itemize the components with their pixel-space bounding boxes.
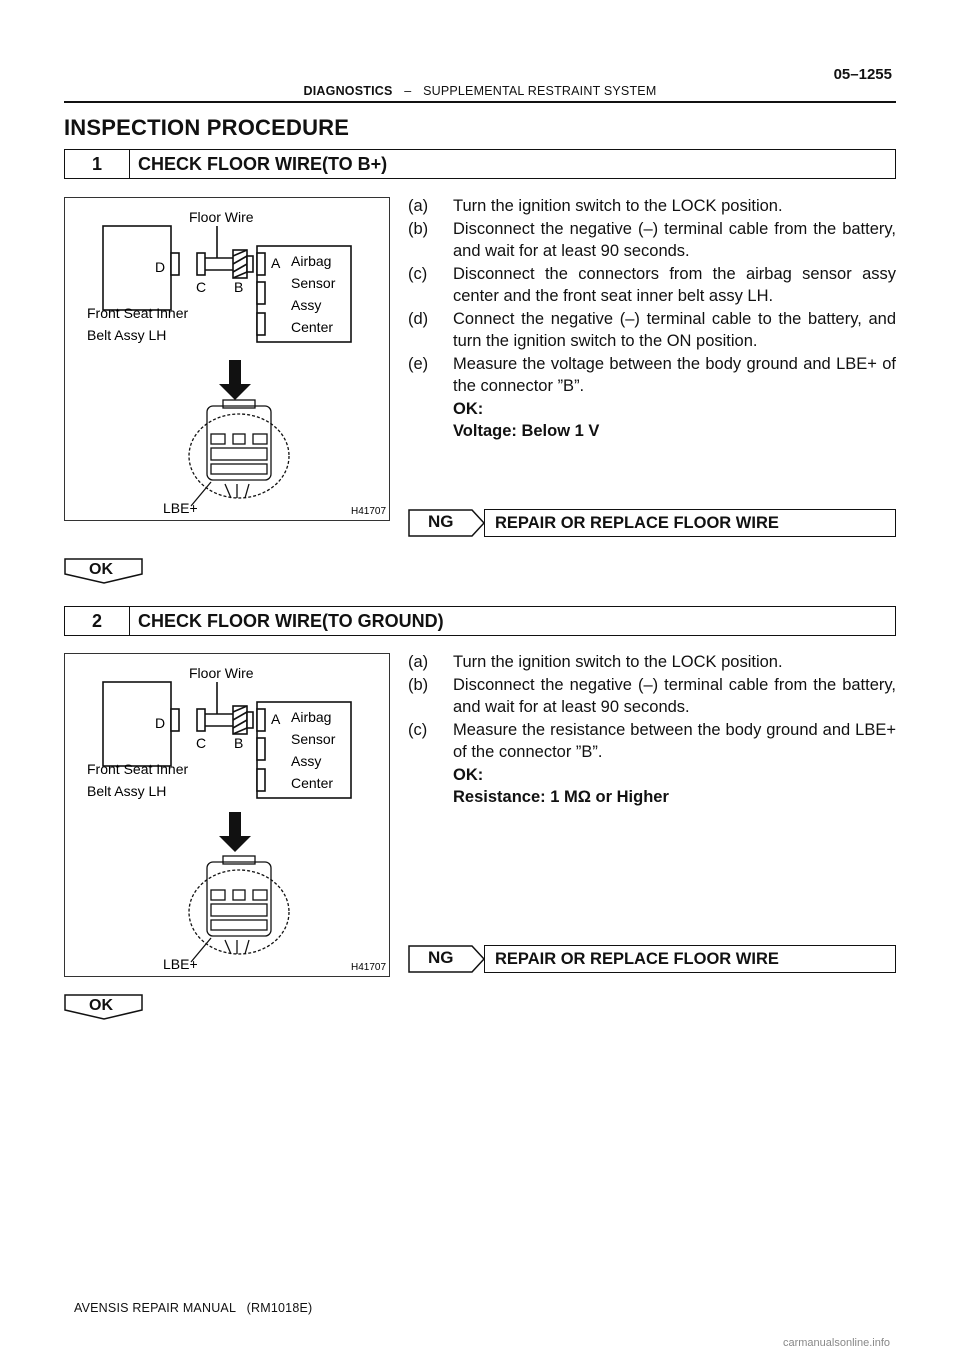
procedure-1-ng-result [408,509,896,537]
airbag-label-3: Assy [291,297,322,313]
header-separator: – [404,84,412,98]
connector-c-label: C [196,279,207,295]
connector-b-label: B [234,735,244,751]
ok-badge-label: OK [89,997,113,1014]
seat-belt-label-2: Belt Assy LH [87,327,167,343]
ng-action: REPAIR OR REPLACE FLOOR WIRE [484,945,896,973]
airbag-label-3: Assy [291,753,322,769]
connector-b-label: B [234,279,244,295]
connector-face-icon [189,400,289,506]
step-a: (a) Turn the ignition switch to the LOCK position. [408,197,783,215]
airbag-label-4: Center [291,775,334,791]
connector-diagram [65,198,389,520]
ok-label: OK: [453,765,484,784]
procedure-1-number: 1 [65,150,130,178]
airbag-label-2: Sensor [291,275,336,291]
down-arrow-icon [219,360,251,400]
footer-manual-id: AVENSIS REPAIR MANUAL (RM1018E) [74,1301,313,1315]
ng-action: REPAIR OR REPLACE FLOOR WIRE [484,509,896,537]
step-c: (c) Measure the resistance between the body ground and LBE+ of the connector ”B”. [408,720,896,761]
spec-value: Resistance: 1 MΩ or Higher [453,788,669,806]
ng-label: NG [428,948,454,967]
connector-diagram [65,654,389,976]
step-a: (a) Turn the ignition switch to the LOCK position. [408,653,783,671]
airbag-label-4: Center [291,319,334,335]
connector-a-label: A [271,711,281,727]
connector-a-label: A [271,255,281,271]
step-d: (d) Connect the negative (–) terminal cable to the battery, and turn the ignition switch to the ON position. [408,309,896,350]
procedure-2-ng-result [408,945,896,973]
procedure-2-title: CHECK FLOOR WIRE(TO GROUND) [138,610,444,631]
procedure-2-figure [64,653,390,977]
connector-face-icon [189,856,289,962]
procedure-2-number: 2 [65,607,130,635]
airbag-label-1: Airbag [291,709,332,725]
ng-label: NG [428,512,454,531]
terminal-label: LBE+ [163,500,198,516]
procedure-1-ok-badge [64,558,144,582]
watermark: carmanualsonline.info [782,1337,890,1349]
spec-value: Voltage: Below 1 V [453,422,600,440]
floor-wire-label: Floor Wire [189,665,254,681]
procedure-1-figure [64,197,390,521]
header-section: DIAGNOSTICS [303,84,393,98]
seat-belt-label-1: Front Seat Inner [87,305,189,321]
airbag-label-1: Airbag [291,253,332,269]
procedure-1-heading [64,149,896,179]
floor-wire-label: Floor Wire [189,209,254,225]
ok-label: OK: [453,399,484,418]
procedure-2-heading [64,606,896,636]
step-c: (c) Disconnect the connectors from the airbag sensor assy center and the front seat inner belt assy LH. [408,264,896,305]
procedure-1-title: CHECK FLOOR WIRE(TO B+) [138,153,388,174]
connector-d-label: D [155,715,166,731]
page-number: 05–1255 [833,66,892,83]
connector-c-label: C [196,735,207,751]
seat-belt-label-1: Front Seat Inner [87,761,189,777]
connector-d-label: D [155,259,166,275]
terminal-label: LBE+ [163,956,198,972]
header-rule [64,101,896,103]
ok-badge-label: OK [89,561,113,578]
figure-id: H41707 [351,962,387,973]
step-e: (e) Measure the voltage between the body ground and LBE+ of the connector ”B”. [408,354,896,395]
down-arrow-icon [219,812,251,852]
header-subsection: SUPPLEMENTAL RESTRAINT SYSTEM [423,84,657,98]
figure-id: H41707 [351,506,387,517]
running-header [0,84,960,98]
page-title: INSPECTION PROCEDURE [64,115,350,140]
seat-belt-label-2: Belt Assy LH [87,783,167,799]
procedure-1-steps [408,195,896,443]
step-b: (b) Disconnect the negative (–) terminal cable from the battery, and wait for at least 90 seconds. [408,675,896,716]
step-b: (b) Disconnect the negative (–) terminal cable from the battery, and wait for at least 90 seconds. [408,219,896,260]
airbag-label-2: Sensor [291,731,336,747]
procedure-2-steps [408,651,896,809]
procedure-2-ok-badge [64,994,144,1018]
